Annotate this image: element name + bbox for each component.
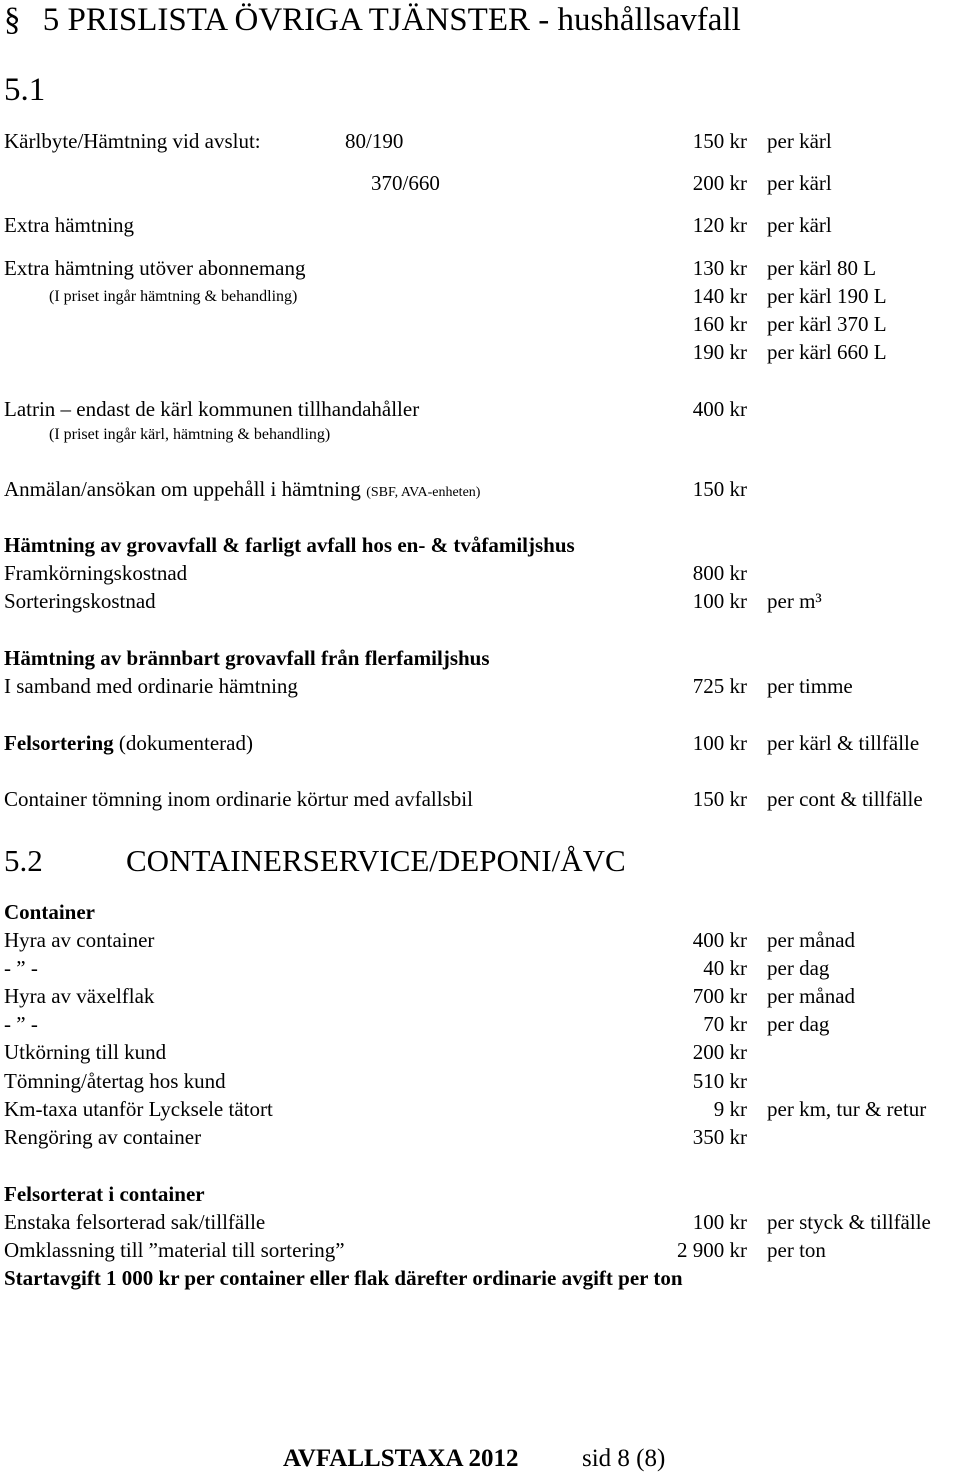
abon-price-660: 190 kr xyxy=(692,340,747,364)
abon-price-80: 130 kr xyxy=(692,256,747,280)
karlbyte-label: Kärlbyte/Hämtning vid avslut: xyxy=(4,129,261,153)
fram-price: 800 kr xyxy=(692,561,747,585)
felsort-unit: per kärl & tillfälle xyxy=(767,731,920,755)
container-row-price: 70 kr xyxy=(703,1012,747,1036)
container-row-price: 200 kr xyxy=(692,1040,747,1064)
sort-label: Sorteringskostnad xyxy=(4,589,156,613)
extra-unit: per kärl xyxy=(767,213,832,237)
anmalan-price: 150 kr xyxy=(692,477,747,501)
container-row-price: 40 kr xyxy=(703,956,747,980)
felsort-label xyxy=(4,733,253,754)
samband-price: 725 kr xyxy=(692,674,747,698)
section-52-number: 5.2 xyxy=(4,843,43,878)
container-row-unit: per dag xyxy=(767,1012,830,1036)
grov-heading: Hämtning av grovavfall & farligt avfall hos en- & tvåfamiljshus xyxy=(4,533,575,557)
karlbyte-size-2: 370/660 xyxy=(371,171,440,195)
footer-page: sid 8 (8) xyxy=(582,1445,666,1472)
container-row-label: - ” - xyxy=(4,1012,38,1036)
abon-unit-80: per kärl 80 L xyxy=(767,256,877,280)
karlbyte-unit-2: per kärl xyxy=(767,171,832,195)
abon-price-190: 140 kr xyxy=(692,284,747,308)
section-52-title: CONTAINERSERVICE/DEPONI/ÅVC xyxy=(126,843,626,878)
extra-label: Extra hämtning xyxy=(4,213,135,237)
samband-unit: per timme xyxy=(767,674,853,698)
cont-label: Container tömning inom ordinarie körtur med avfallsbil xyxy=(4,787,473,811)
fram-label: Framkörningskostnad xyxy=(4,561,188,585)
abon-price-370: 160 kr xyxy=(692,312,747,336)
container-row-label: Hyra av växelflak xyxy=(4,984,155,1008)
brann-heading: Hämtning av brännbart grovavfall från flerfamiljshus xyxy=(4,646,490,670)
karlbyte-price-1: 150 kr xyxy=(692,129,747,153)
subsection-number: 5.1 xyxy=(4,72,46,108)
container-row-price: 510 kr xyxy=(692,1069,747,1093)
container-row-price: 9 kr xyxy=(713,1097,747,1121)
container-row-price: 700 kr xyxy=(692,984,747,1008)
container-row-unit: per månad xyxy=(767,928,856,952)
startavgift-note: Startavgift 1 000 kr per container eller flak därefter ordinarie avgift per ton xyxy=(4,1266,683,1290)
sort-price: 100 kr xyxy=(692,589,747,613)
extra-abon-label: Extra hämtning utöver abonnemang xyxy=(4,256,306,280)
felsorterat-row-price: 100 kr xyxy=(692,1210,747,1234)
container-row-price: 350 kr xyxy=(692,1125,747,1149)
felsort-label-rest: (dokumenterad) xyxy=(113,731,253,755)
container-row-unit: per månad xyxy=(767,984,856,1008)
extra-abon-note: (I priset ingår hämtning & behandling) xyxy=(49,288,298,305)
container-row-label: Hyra av container xyxy=(4,928,155,952)
cont-unit: per cont & tillfälle xyxy=(767,787,923,811)
page-title xyxy=(4,4,741,37)
felsorterat-row-unit: per styck & tillfälle xyxy=(767,1210,931,1234)
felsorterat-row-unit: per ton xyxy=(767,1238,826,1262)
abon-unit-660: per kärl 660 L xyxy=(767,340,887,364)
abon-unit-370: per kärl 370 L xyxy=(767,312,887,336)
felsorterat-row-label: Enstaka felsorterad sak/tillfälle xyxy=(4,1210,266,1234)
container-row-label: - ” - xyxy=(4,956,38,980)
container-row-price: 400 kr xyxy=(692,928,747,952)
footer-taxa: AVFALLSTAXA 2012 xyxy=(283,1445,519,1472)
title-text: 5 PRISLISTA ÖVRIGA TJÄNSTER - hushållsavfall xyxy=(42,2,741,38)
anmalan-row xyxy=(4,479,480,500)
felsorterat-heading: Felsorterat i container xyxy=(4,1182,205,1206)
felsorterat-row-price: 2 900 kr xyxy=(677,1238,747,1262)
sort-unit: per m³ xyxy=(767,589,822,613)
samband-label: I samband med ordinarie hämtning xyxy=(4,674,298,698)
section-symbol: § xyxy=(4,2,21,38)
container-row-label: Utkörning till kund xyxy=(4,1040,167,1064)
container-row-label: Km-taxa utanför Lycksele tätort xyxy=(4,1097,273,1121)
karlbyte-unit-1: per kärl xyxy=(767,129,832,153)
anmalan-note: (SBF, AVA-enheten) xyxy=(366,485,481,500)
felsorterat-row-label: Omklassning till ”material till sortering” xyxy=(4,1238,345,1262)
anmalan-label: Anmälan/ansökan om uppehåll i hämtning xyxy=(4,477,361,501)
cont-price: 150 kr xyxy=(692,787,747,811)
abon-unit-190: per kärl 190 L xyxy=(767,284,887,308)
container-row-unit: per km, tur & retur xyxy=(767,1097,927,1121)
container-row-unit: per dag xyxy=(767,956,830,980)
karlbyte-size-1: 80/190 xyxy=(345,129,404,153)
extra-price: 120 kr xyxy=(692,213,747,237)
karlbyte-price-2: 200 kr xyxy=(692,171,747,195)
latrin-label: Latrin – endast de kärl kommunen tillhandahåller xyxy=(4,397,420,421)
latrin-price: 400 kr xyxy=(692,397,747,421)
felsort-label-bold: Felsortering xyxy=(4,731,114,755)
latrin-note: (I priset ingår kärl, hämtning & behandling) xyxy=(49,426,331,443)
container-row-label: Rengöring av container xyxy=(4,1125,202,1149)
container-row-label: Tömning/återtag hos kund xyxy=(4,1069,226,1093)
container-heading: Container xyxy=(4,900,95,924)
felsort-price: 100 kr xyxy=(692,731,747,755)
